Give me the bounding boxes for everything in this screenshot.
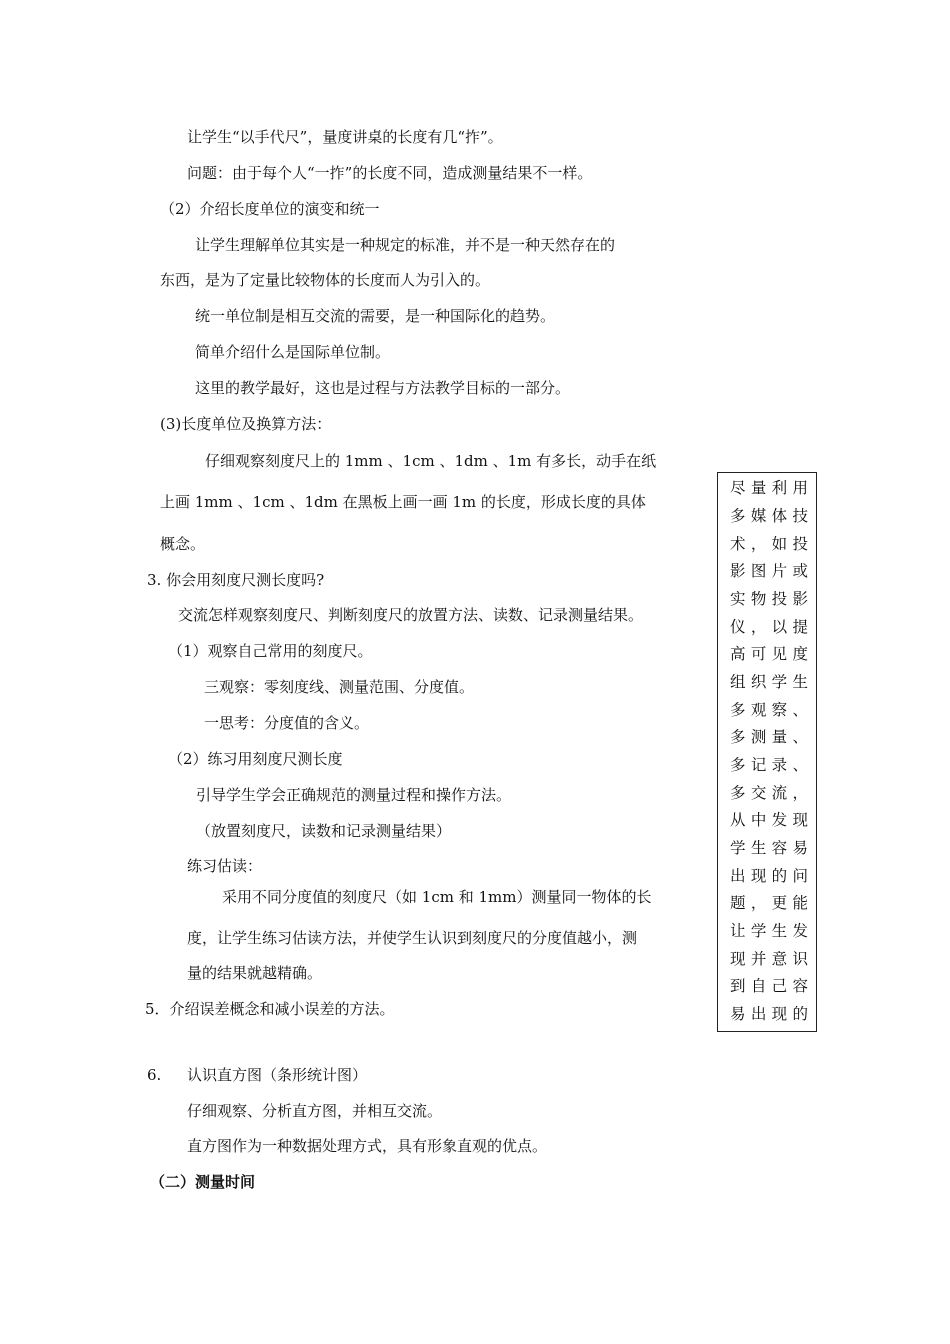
- text-line: 交流怎样观察刻度尺、判断刻度尺的放置方法、读数、记录测量结果。: [178, 606, 644, 624]
- side-note-line: 易出现的: [730, 1005, 808, 1023]
- side-note-line: 尽量利用: [730, 479, 808, 497]
- side-note-line: 多记录、: [730, 756, 808, 774]
- text-line: （放置刻度尺，读数和记录测量结果）: [196, 822, 452, 840]
- text-line: 东西，是为了定量比较物体的长度而人为引入的。: [160, 271, 491, 289]
- side-note-line: 到自己容: [730, 977, 808, 995]
- text-line: 一思考：分度值的含义。: [204, 714, 370, 732]
- text-line: 统一单位制是相互交流的需要，是一种国际化的趋势。: [195, 307, 556, 325]
- text-line: 简单介绍什么是国际单位制。: [195, 343, 391, 361]
- side-note-line: 从中发现: [730, 811, 808, 829]
- section-number: 6.: [147, 1066, 162, 1084]
- text-line: 让学生理解单位其实是一种规定的标准，并不是一种天然存在的: [195, 236, 616, 254]
- side-note-line: 术，如投: [730, 535, 808, 553]
- side-note-line: 多观察、: [730, 701, 808, 719]
- text-line: 采用不同分度值的刻度尺（如 1cm 和 1mm）测量同一物体的长: [222, 888, 652, 906]
- text-line: 仔细观察刻度尺上的 1mm 、1cm 、1dm 、1m 有多长，动手在纸: [205, 452, 657, 470]
- text-line: 三观察：零刻度线、测量范围、分度值。: [204, 678, 475, 696]
- side-note-line: 影图片或: [730, 562, 808, 580]
- text-line: 量的结果就越精确。: [187, 964, 323, 982]
- side-note-line: 实物投影: [730, 590, 808, 608]
- side-note-line: 多媒体技: [730, 507, 808, 525]
- text-line: 问题：由于每个人“一拃”的长度不同，造成测量结果不一样。: [187, 164, 593, 182]
- section-heading: (3)长度单位及换算方法：: [160, 415, 332, 433]
- section-heading: （1）观察自己常用的刻度尺。: [168, 642, 373, 660]
- section-heading: 认识直方图（条形统计图）: [187, 1066, 368, 1084]
- side-note-line: 多交流，: [730, 784, 808, 802]
- text-line: 引导学生学会正确规范的测量过程和操作方法。: [196, 786, 512, 804]
- text-line: 上画 1mm 、1cm 、1dm 在黑板上画一画 1m 的长度，形成长度的具体: [160, 493, 646, 511]
- section-heading: （2）练习用刻度尺测长度: [168, 750, 343, 768]
- part-heading: （二）测量时间: [150, 1173, 256, 1191]
- side-note-line: 让学生发: [730, 922, 808, 940]
- side-note-line: 题，更能: [730, 894, 808, 912]
- section-heading: 3. 你会用刻度尺测长度吗?: [147, 571, 325, 589]
- text-line: 让学生“以手代尺”，量度讲桌的长度有几“拃”。: [187, 128, 503, 146]
- text-line: 仔细观察、分析直方图，并相互交流。: [187, 1102, 443, 1120]
- side-note-line: 仪，以提: [730, 618, 808, 636]
- side-note-box: [717, 472, 817, 1032]
- side-note-line: 组织学生: [730, 673, 808, 691]
- side-note-line: 高可见度: [730, 645, 808, 663]
- side-note-line: 多测量、: [730, 728, 808, 746]
- section-heading: 5．介绍误差概念和减小误差的方法。: [145, 1000, 395, 1018]
- text-line: 度，让学生练习估读方法，并使学生认识到刻度尺的分度值越小，测: [187, 929, 638, 947]
- text-line: 直方图作为一种数据处理方式，具有形象直观的优点。: [187, 1137, 548, 1155]
- side-note-line: 学生容易: [730, 839, 808, 857]
- text-line: 这里的教学最好，这也是过程与方法教学目标的一部分。: [195, 379, 571, 397]
- side-note-line: 现并意识: [730, 950, 808, 968]
- text-line: 练习估读：: [187, 857, 263, 875]
- side-note-line: 出现的问: [730, 867, 808, 885]
- text-line: 概念。: [160, 535, 206, 553]
- section-heading: （2）介绍长度单位的演变和统一: [160, 200, 380, 218]
